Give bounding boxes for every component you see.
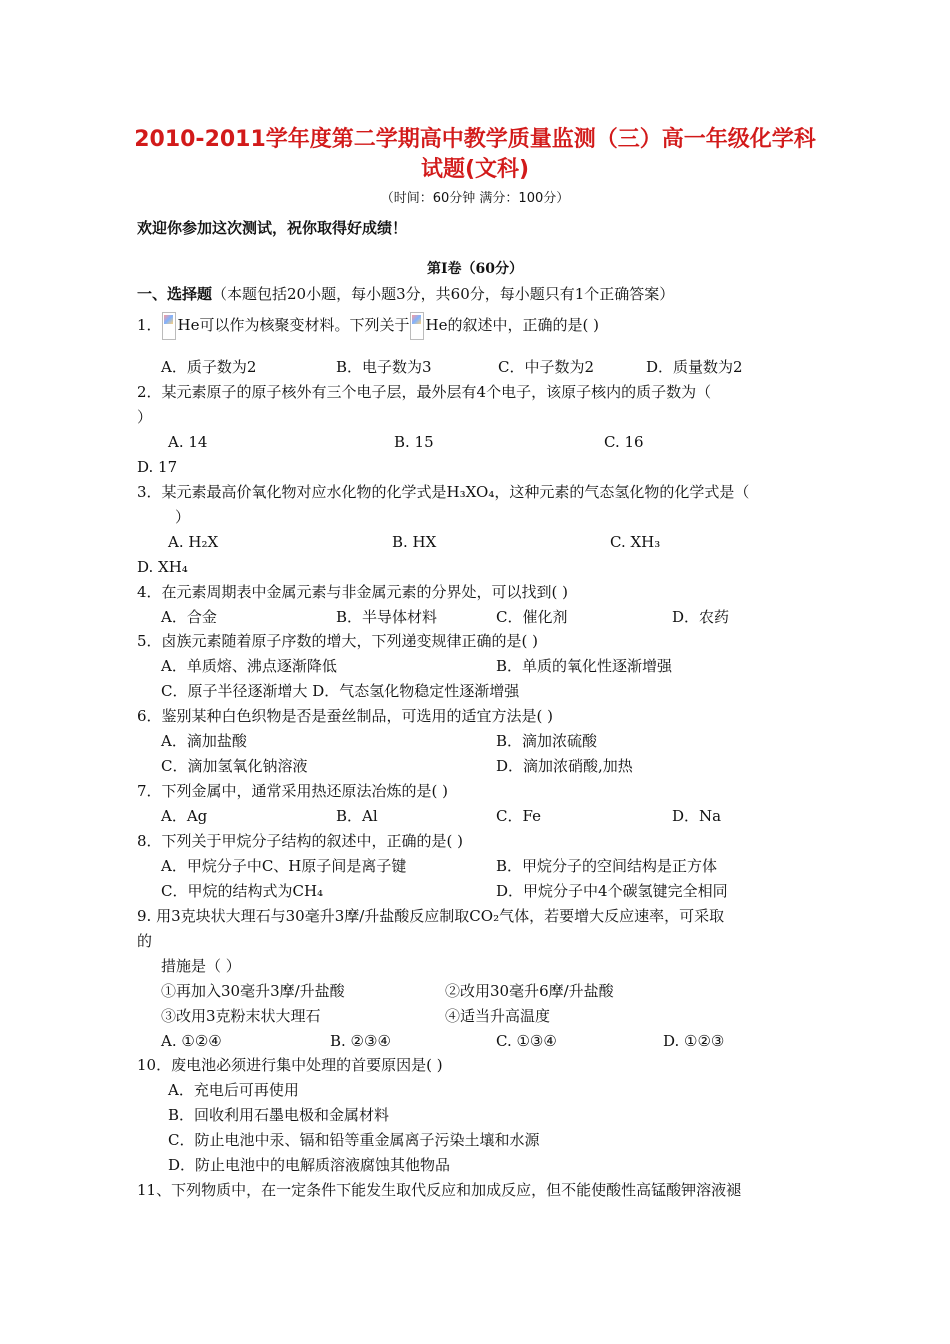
option-d: D．甲烷分子中4个碳氢键完全相同 xyxy=(496,882,728,900)
option-c-d: C．原子半径逐渐增大 D．气态氢化物稳定性逐渐增强 xyxy=(161,682,520,700)
question-9-stem-cont2: 措施是（ ） xyxy=(161,957,241,975)
option-b: B．甲烷分子的空间结构是正方体 xyxy=(496,857,718,875)
option-d: D．农药 xyxy=(672,608,730,626)
option-c: C．滴加氢氧化钠溶液 xyxy=(161,757,308,775)
option-a: A. H₂X xyxy=(168,533,219,551)
question-3-stem-end: ） xyxy=(175,508,191,526)
volume-heading: 第Ⅰ卷（60分） xyxy=(426,261,524,277)
option-a: A．滴加盐酸 xyxy=(161,732,247,750)
option-a: A．质子数为2 xyxy=(161,358,257,376)
option-b: B．单质的氧化性逐渐增强 xyxy=(496,657,673,675)
measure-4: ④适当升高温度 xyxy=(445,1007,551,1025)
option-d: D．Na xyxy=(672,807,722,825)
option-b: B．电子数为3 xyxy=(336,358,432,376)
option-c: C．催化剂 xyxy=(496,608,568,626)
exam-time-score: （时间：60分钟 满分：100分） xyxy=(380,191,570,206)
section-note: （本题包括20小题，每小题3分，共60分，每小题只有1个正确答案） xyxy=(212,285,675,303)
option-b: B. 15 xyxy=(394,433,434,451)
section-heading xyxy=(137,285,674,303)
option-a: A．甲烷分子中C、H原子间是离子键 xyxy=(161,857,407,875)
option-c: C．防止电池中汞、镉和铅等重金属离子污染土壤和水源 xyxy=(168,1131,540,1149)
option-c: C. XH₃ xyxy=(610,533,661,551)
question-2-stem-end: ） xyxy=(137,408,153,426)
option-a: A．Ag xyxy=(161,807,208,825)
option-c: C．甲烷的结构式为CH₄ xyxy=(161,882,324,900)
option-a: A．合金 xyxy=(161,608,217,626)
section-title: 一、选择题 xyxy=(137,285,213,303)
question-11-stem: 11、下列物质中，在一定条件下能发生取代反应和加成反应，但不能使酸性高锰酸钾溶液褪 xyxy=(137,1181,742,1199)
question-1-stem xyxy=(137,312,599,340)
option-b: B. ②③④ xyxy=(330,1032,391,1050)
option-d: D. XH₄ xyxy=(137,558,188,576)
option-a: A．充电后可再使用 xyxy=(168,1081,299,1099)
option-b: B．Al xyxy=(336,807,378,825)
option-d: D．质量数为2 xyxy=(646,358,743,376)
measure-2: ②改用30毫升6摩/升盐酸 xyxy=(445,982,614,1000)
greeting: 欢迎你参加这次测试，祝你取得好成绩！ xyxy=(137,219,408,237)
option-b: B．滴加浓硫酸 xyxy=(496,732,598,750)
option-c: C．Fe xyxy=(496,807,541,825)
question-4-stem: 4．在元素周期表中金属元素与非金属元素的分界处，可以找到( ) xyxy=(137,583,569,601)
option-b: B．回收利用石墨电极和金属材料 xyxy=(168,1106,390,1124)
option-c: C. ①③④ xyxy=(496,1032,557,1050)
option-d: D．滴加浓硝酸,加热 xyxy=(496,757,633,775)
isotope-image-icon xyxy=(410,312,424,340)
question-9-stem: 9. 用3克块状大理石与30毫升3摩/升盐酸反应制取CO₂气体，若要增大反应速率，可采取 xyxy=(137,907,725,925)
exam-title-line1: 2010-2011学年度第二学期高中教学质量监测（三）高一年级化学科 xyxy=(134,127,816,152)
option-a: A. 14 xyxy=(168,433,208,451)
question-10-stem: 10．废电池必须进行集中处理的首要原因是( ) xyxy=(137,1056,443,1074)
option-a: A．单质熔、沸点逐渐降低 xyxy=(161,657,337,675)
option-d: D．防止电池中的电解质溶液腐蚀其他物品 xyxy=(168,1156,451,1174)
isotope-image-icon xyxy=(162,312,176,340)
option-d: D. 17 xyxy=(137,458,178,476)
question-6-stem: 6．鉴别某种白色织物是否是蚕丝制品，可选用的适宜方法是( ) xyxy=(137,707,554,725)
question-3-stem: 3．某元素最高价氧化物对应水化物的化学式是H₃XO₄，这种元素的气态氢化物的化学式是（ xyxy=(137,483,750,501)
question-text: He的叙述中，正确的是( ) xyxy=(425,316,599,334)
question-7-stem: 7．下列金属中，通常采用热还原法冶炼的是( ) xyxy=(137,782,449,800)
option-d: D. ①②③ xyxy=(663,1032,725,1050)
option-b: B．半导体材料 xyxy=(336,608,438,626)
question-5-stem: 5．卤族元素随着原子序数的增大，下列递变规律正确的是( ) xyxy=(137,632,539,650)
measure-1: ①再加入30毫升3摩/升盐酸 xyxy=(161,982,345,1000)
option-a: A. ①②④ xyxy=(161,1032,222,1050)
option-b: B. HX xyxy=(392,533,437,551)
option-c: C．中子数为2 xyxy=(498,358,595,376)
question-text: He可以作为核聚变材料。下列关于 xyxy=(177,316,410,334)
option-c: C. 16 xyxy=(604,433,644,451)
question-number: 1． xyxy=(137,316,162,334)
question-8-stem: 8．下列关于甲烷分子结构的叙述中，正确的是( ) xyxy=(137,832,464,850)
question-9-stem-cont: 的 xyxy=(137,932,153,950)
question-2-stem: 2．某元素原子的原子核外有三个电子层，最外层有4个电子，该原子核内的质子数为（ xyxy=(137,383,712,401)
measure-3: ③改用3克粉末状大理石 xyxy=(161,1007,321,1025)
exam-title-line2: 试题(文科) xyxy=(420,157,530,182)
